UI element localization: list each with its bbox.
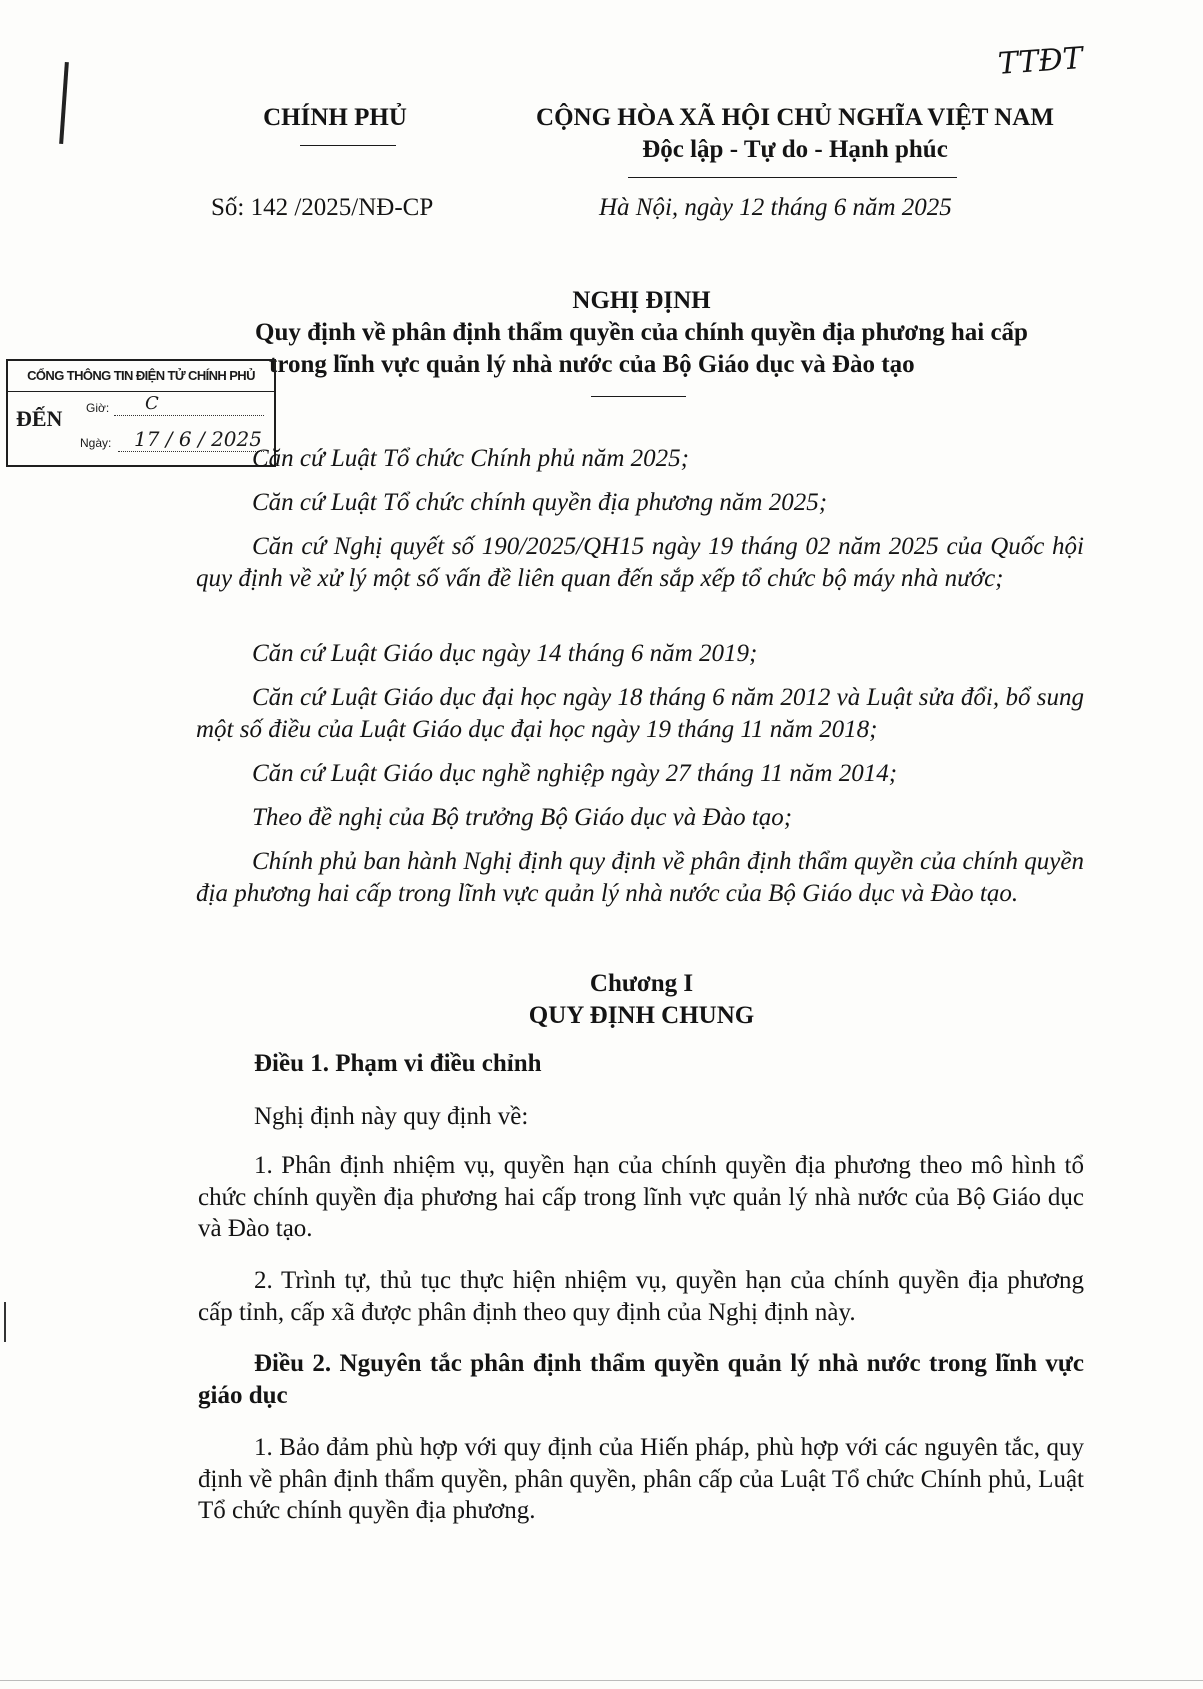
stamp-time-value: C	[145, 393, 159, 414]
article-2-heading: Điều 2. Nguyên tắc phân định thẩm quyền quản lý nhà nước trong lĩnh vực giáo dục	[198, 1350, 1084, 1409]
article-1-heading: Điều 1. Phạm vi điều chỉnh	[254, 1050, 542, 1077]
motto-underline	[628, 177, 957, 178]
scan-mark	[0, 1680, 1203, 1681]
article-1-intro: Nghị định này quy định về:	[254, 1103, 529, 1130]
document-number: Số: 142 /2025/NĐ-CP	[211, 194, 434, 221]
stamp-date-label: Ngày:	[80, 436, 112, 450]
preamble-3: Căn cứ Nghị quyết số 190/2025/QH15 ngày 19 tháng 02 năm 2025 của Quốc hội quy định về xử lý một số vấn đề liên quan đến sắp xếp tổ chức bộ máy nhà nước;	[196, 533, 1084, 592]
preamble-2: Căn cứ Luật Tổ chức chính quyền địa phương năm 2025;	[252, 489, 828, 516]
title-underline	[591, 396, 686, 397]
stamp-date-value: 17 / 6 / 2025	[134, 427, 262, 451]
article-1-item-1: 1. Phân định nhiệm vụ, quyền hạn của chính quyền địa phương theo mô hình tổ chức chính quyền địa phương hai cấp trong lĩnh vực quản lý nhà nước của Bộ Giáo dục và Đào tạo.	[198, 1152, 1084, 1242]
document-title-line1: Quy định về phân định thẩm quyền của chính quyền địa phương hai cấp	[255, 319, 1028, 346]
stamp-header: CỔNG THÔNG TIN ĐIỆN TỬ CHÍNH PHỦ	[8, 361, 274, 392]
preamble-4: Căn cứ Luật Giáo dục ngày 14 tháng 6 năm 2019;	[252, 640, 758, 667]
article-1-item-2: 2. Trình tự, thủ tục thực hiện nhiệm vụ, quyền hạn của chính quyền địa phương cấp tỉnh, cấp xã được phân định theo quy định của Nghị định này.	[198, 1267, 1084, 1326]
article-2-item-1: 1. Bảo đảm phù hợp với quy định của Hiến pháp, phù hợp với các nguyên tắc, quy định về phân định thẩm quyền, phân quyền, phân cấp của Luật Tổ chức Chính phủ, Luật Tổ chức chính quyền địa phương.	[198, 1434, 1084, 1524]
document-type: NGHỊ ĐỊNH	[572, 287, 711, 314]
preamble-5: Căn cứ Luật Giáo dục đại học ngày 18 tháng 6 năm 2012 và Luật sửa đổi, bổ sung một số điều của Luật Giáo dục đại học ngày 19 tháng 11 năm 2018;	[196, 684, 1084, 743]
preamble-7: Theo đề nghị của Bộ trưởng Bộ Giáo dục và Đào tạo;	[252, 804, 793, 831]
scan-mark	[59, 62, 69, 144]
place-and-date: Hà Nội, ngày 12 tháng 6 năm 2025	[599, 194, 952, 221]
stamp-time-dots	[114, 415, 264, 416]
chapter-name: QUY ĐỊNH CHUNG	[528, 1002, 755, 1029]
preamble-8: Chính phủ ban hành Nghị định quy định về phân định thẩm quyền của chính quyền địa phương hai cấp trong lĩnh vực quản lý nhà nước của Bộ Giáo dục và Đào tạo.	[196, 848, 1084, 907]
scan-mark	[4, 1302, 6, 1342]
handwritten-note: TTĐT	[996, 41, 1084, 82]
chapter-number: Chương I	[589, 970, 694, 997]
preamble-6: Căn cứ Luật Giáo dục nghề nghiệp ngày 27 tháng 11 năm 2014;	[252, 760, 898, 787]
stamp-label: ĐẾN	[16, 406, 63, 431]
issuing-agency: CHÍNH PHỦ	[263, 104, 407, 131]
agency-underline	[300, 145, 396, 146]
document-title-line2: trong lĩnh vực quản lý nhà nước của Bộ Giáo dục và Đào tạo	[269, 351, 915, 378]
national-motto: Độc lập - Tự do - Hạnh phúc	[642, 136, 948, 163]
stamp-time-label: Giờ:	[86, 401, 110, 415]
national-title: CỘNG HÒA XÃ HỘI CHỦ NGHĨA VIỆT NAM	[536, 104, 1054, 131]
preamble-1: Căn cứ Luật Tổ chức Chính phủ năm 2025;	[252, 445, 689, 472]
